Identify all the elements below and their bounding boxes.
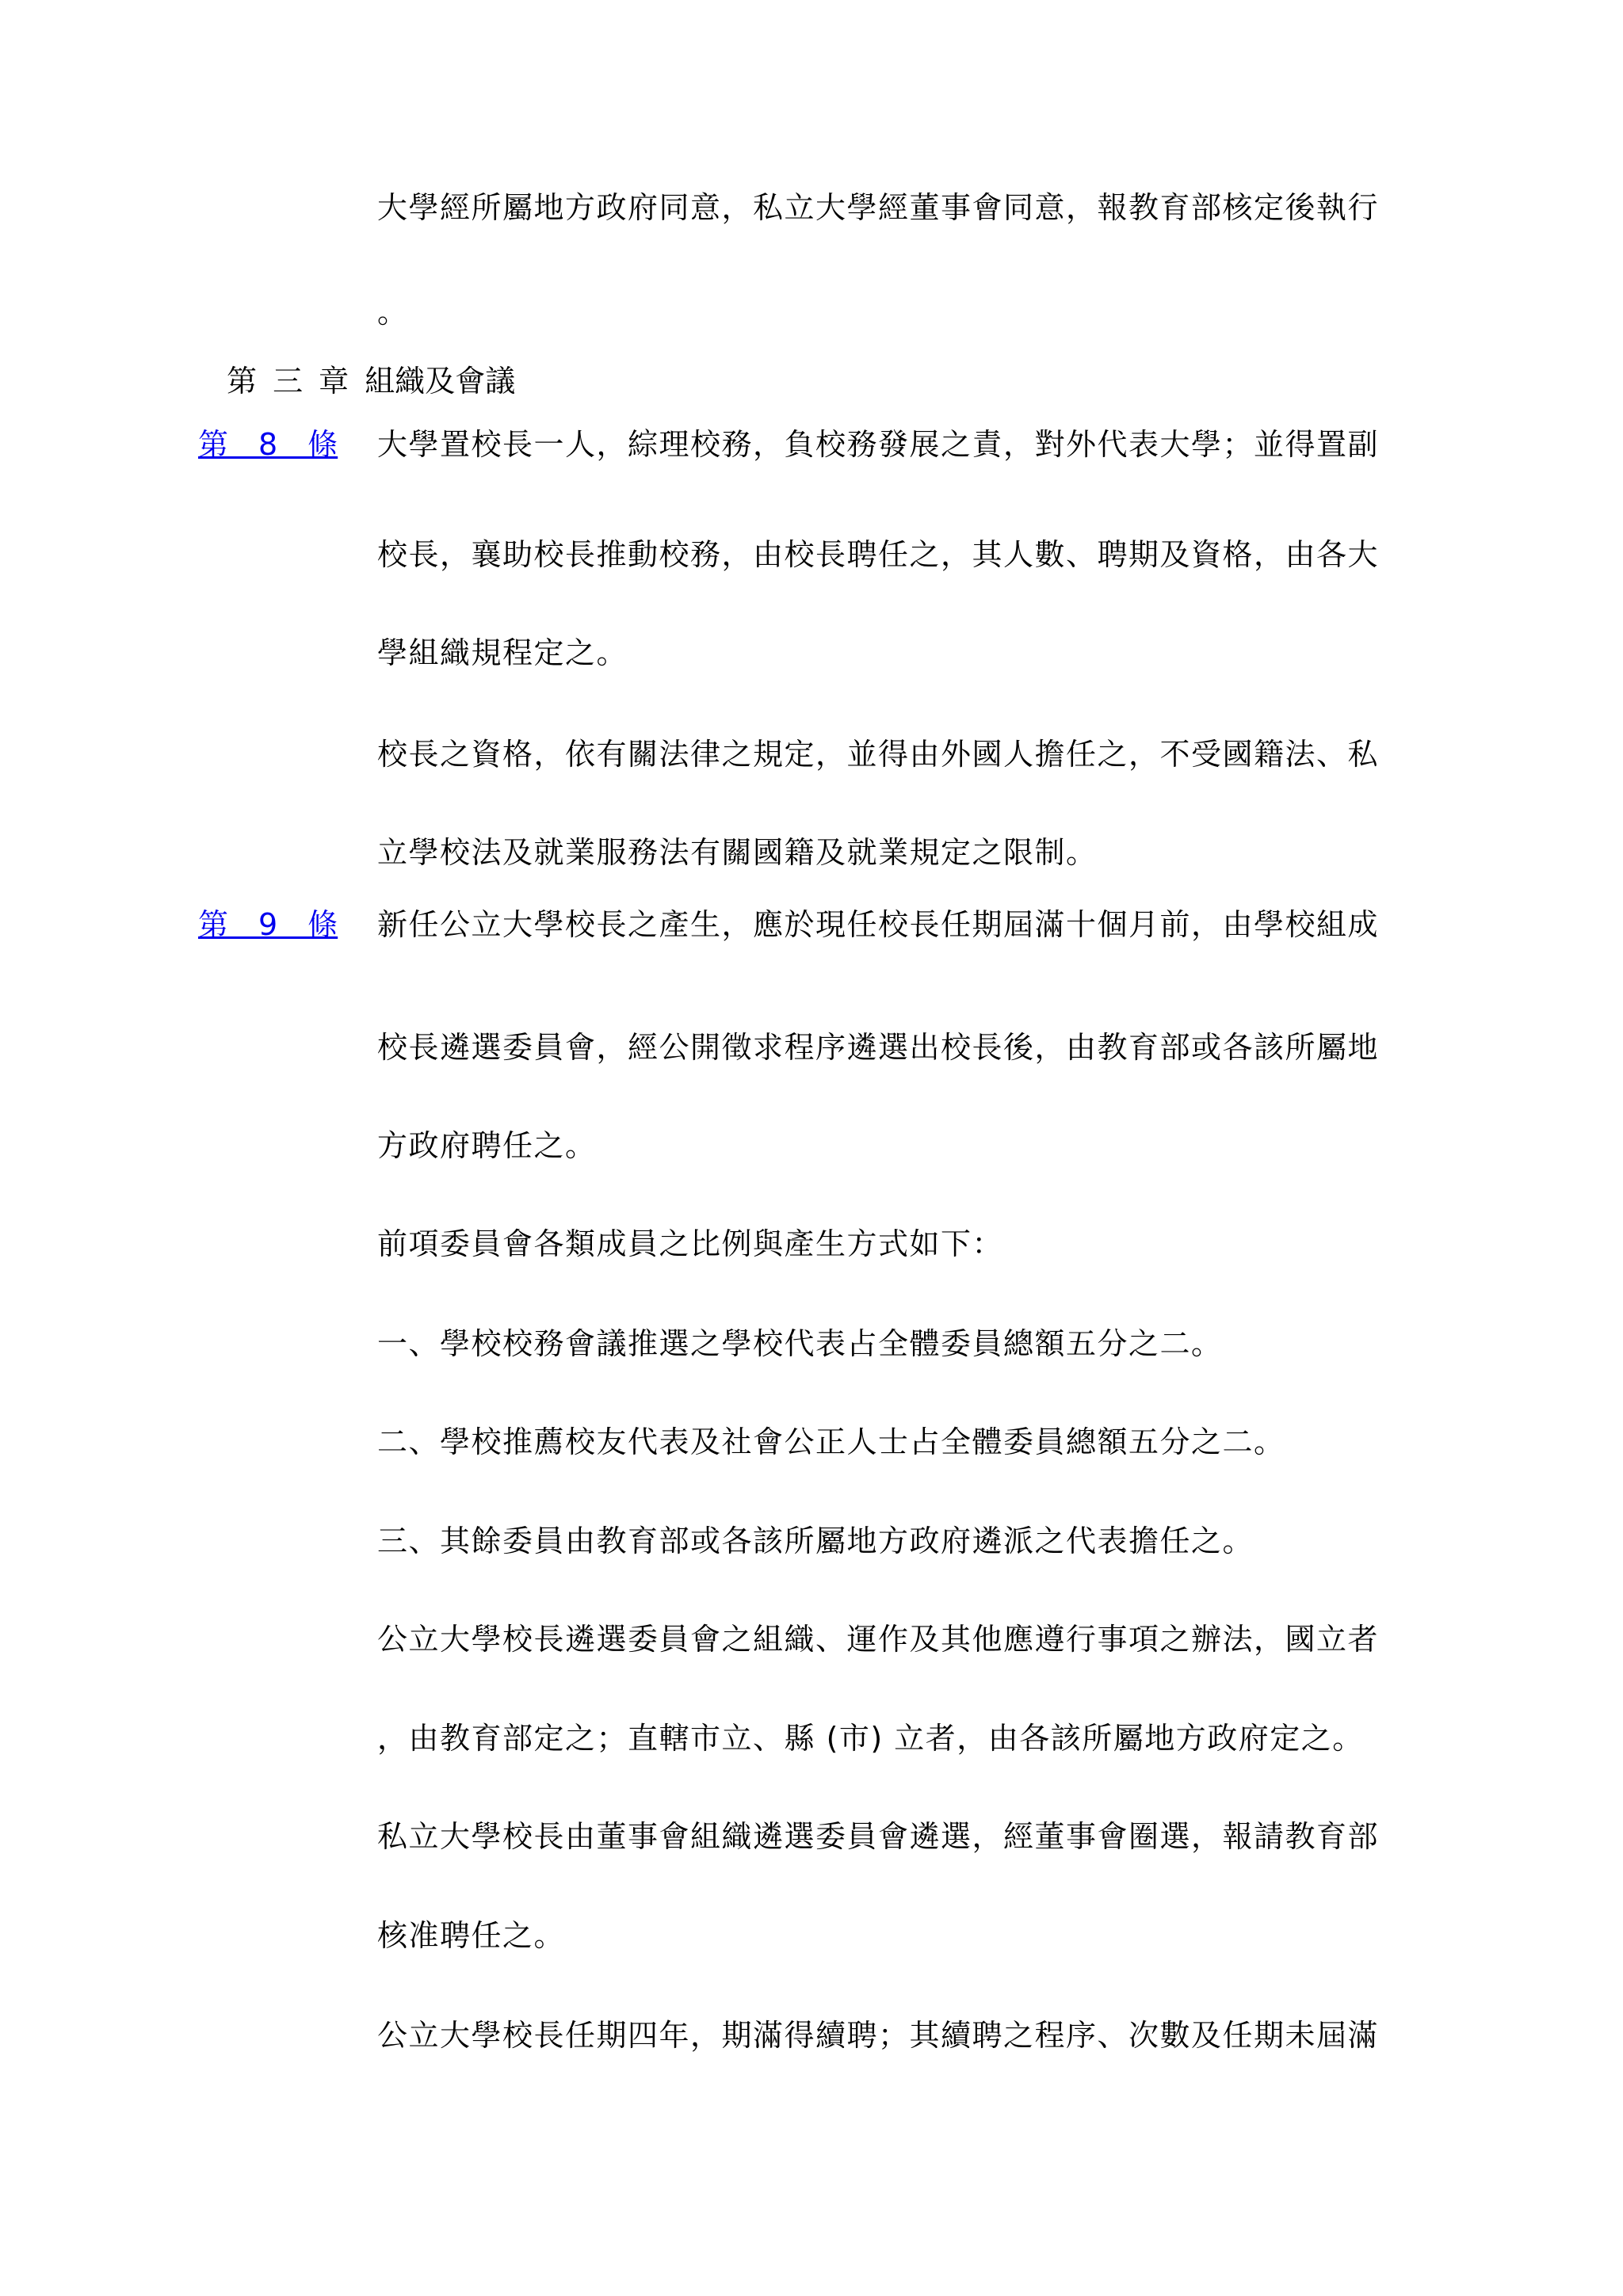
- article-8-line-2: 校長，襄助校長推動校務，由校長聘任之，其人數、聘期及資格，由各大: [377, 537, 1380, 572]
- article-9-line-3: 方政府聘任之。: [377, 1128, 597, 1163]
- article-8-line-5: 立學校法及就業服務法有關國籍及就業規定之限制。: [377, 835, 1098, 870]
- article-9-line-9: ，由教育部定之；直轄市立、縣 (市) 立者，由各該所屬地方政府定之。: [377, 1721, 1364, 1756]
- article-8-line-4: 校長之資格，依有關法律之規定，並得由外國人擔任之，不受國籍法、私: [377, 737, 1380, 772]
- article-9-line-10: 私立大學校長由董事會組織遴選委員會遴選，經董事會圈選，報請教育部: [377, 1819, 1380, 1854]
- article-8-link[interactable]: 第 8 條: [198, 427, 338, 462]
- article-9-line-8: 公立大學校長遴選委員會之組織、運作及其他應遵行事項之辦法，國立者: [377, 1622, 1380, 1657]
- text-line-top-2: 。: [377, 295, 409, 330]
- article-8-line-3: 學組織規程定之。: [377, 635, 628, 670]
- article-9-line-7: 三、其餘委員由教育部或各該所屬地方政府遴派之代表擔任之。: [377, 1524, 1254, 1558]
- article-8-line-1: 大學置校長一人，綜理校務，負校務發展之責，對外代表大學；並得置副: [377, 427, 1380, 462]
- article-9-line-4: 前項委員會各類成員之比例與產生方式如下：: [377, 1226, 1004, 1261]
- article-9-link[interactable]: 第 9 條: [198, 907, 338, 942]
- article-9-line-5: 一、學校校務會議推選之學校代表占全體委員總額五分之二。: [377, 1326, 1223, 1361]
- text-line-top-1: 大學經所屬地方政府同意，私立大學經董事會同意，報教育部核定後執行: [377, 190, 1380, 225]
- article-9-line-6: 二、學校推薦校友代表及社會公正人士占全體委員總額五分之二。: [377, 1425, 1285, 1459]
- article-9-line-1: 新任公立大學校長之產生，應於現任校長任期屆滿十個月前，由學校組成: [377, 907, 1380, 942]
- article-9-line-11: 核准聘任之。: [377, 1918, 566, 1953]
- article-9-line-2: 校長遴選委員會，經公開徵求程序遴選出校長後，由教育部或各該所屬地: [377, 1030, 1380, 1065]
- article-9-line-12: 公立大學校長任期四年，期滿得續聘；其續聘之程序、次數及任期未屆滿: [377, 2018, 1380, 2053]
- chapter-heading: 第 三 章 組織及會議: [227, 364, 516, 399]
